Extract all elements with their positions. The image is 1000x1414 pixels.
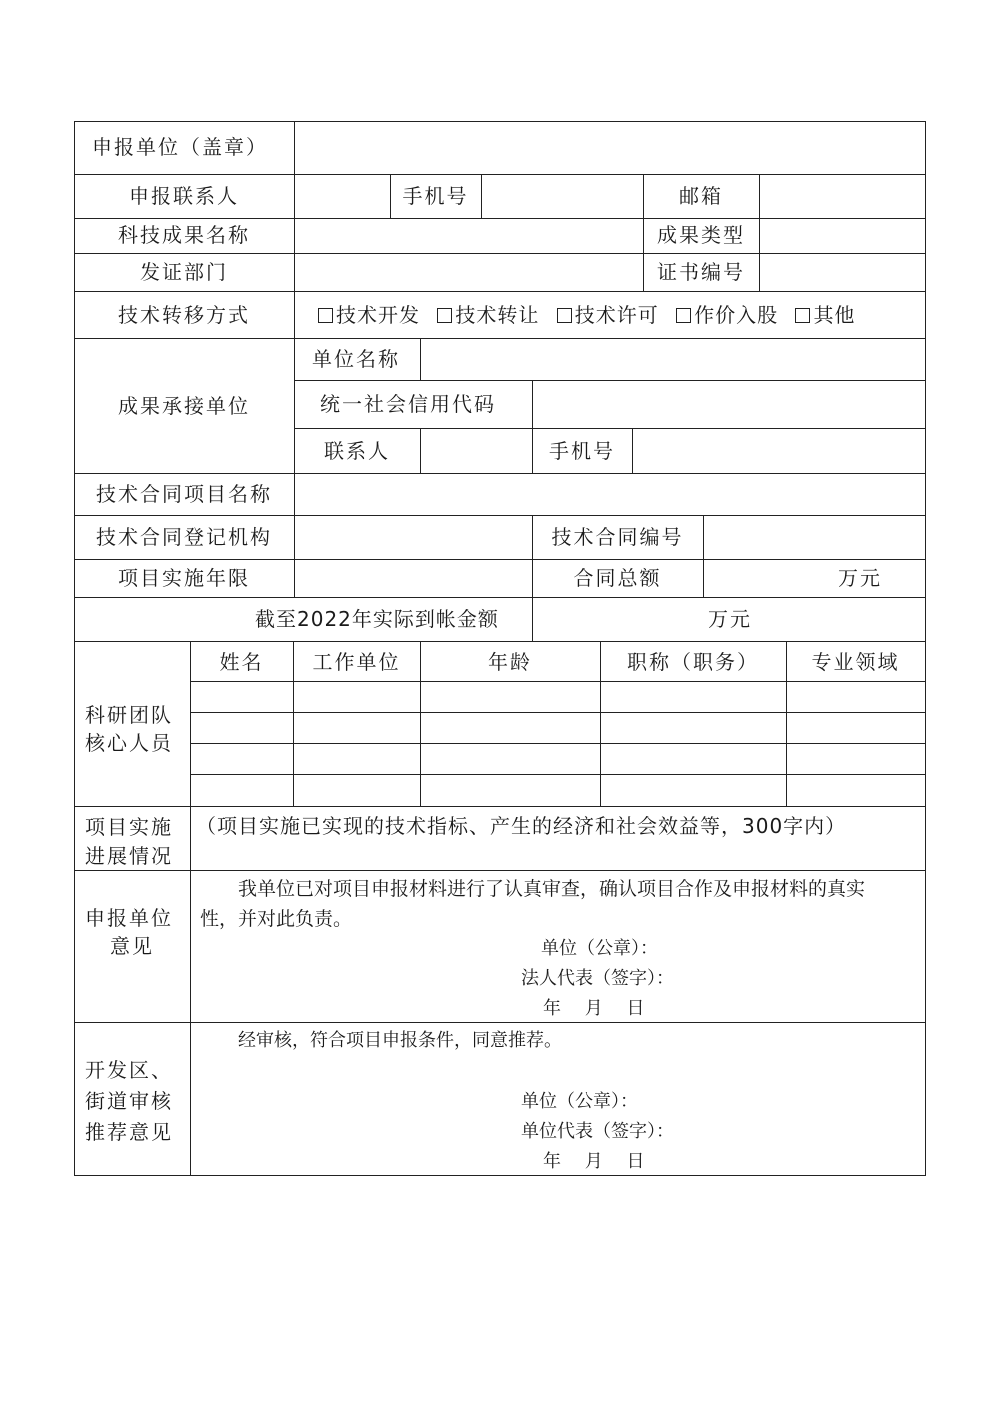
team-header-workplace: 工作单位 [312, 650, 401, 674]
wan-yuan-unit: 万元 [708, 607, 752, 631]
transfer-option-list [318, 303, 855, 327]
row-divider [190, 743, 926, 744]
col-divider [420, 428, 421, 474]
contract-registry-label: 技术合同登记机构 [96, 525, 272, 549]
opinion-label-line1: 申报单位 [85, 906, 173, 930]
row-divider [190, 712, 926, 713]
team-label-line2: 核心人员 [85, 731, 173, 755]
opinion-date-line: 年 月 日 [543, 998, 645, 1019]
duration-label: 项目实施年限 [118, 566, 250, 590]
opinion-label-line2: 意见 [110, 934, 154, 958]
review-label-line1: 开发区、 [85, 1058, 173, 1082]
transfer-option-equity[interactable]: 作价入股 [676, 303, 778, 327]
col-divider [481, 174, 482, 219]
col-divider [532, 380, 533, 429]
progress-label-line2: 进展情况 [85, 844, 173, 868]
wan-yuan-unit: 万元 [838, 566, 882, 590]
review-text: 经审核，符合项目申报条件，同意推荐。 [238, 1030, 562, 1051]
contract-project-label: 技术合同项目名称 [96, 482, 272, 506]
checkbox[interactable] [437, 308, 452, 323]
row-divider [294, 428, 926, 429]
row-divider [74, 291, 926, 292]
credit-code-label: 统一社会信用代码 [320, 392, 496, 416]
transfer-option-transfer[interactable]: 技术转让 [437, 303, 539, 327]
receiver-mobile-label: 手机号 [549, 439, 615, 463]
opinion-seal-line: 单位（公章）： [541, 938, 658, 959]
achievement-type-label: 成果类型 [657, 223, 745, 247]
applicant-unit-label: 申报单位（盖章） [92, 135, 268, 159]
contract-total-label: 合同总额 [573, 566, 662, 590]
issuing-dept-label: 发证部门 [140, 260, 228, 284]
team-header-field: 专业领域 [811, 650, 900, 674]
row-divider [74, 218, 926, 219]
transfer-mode-label: 技术转移方式 [118, 303, 250, 327]
table-border-bottom [74, 1175, 926, 1176]
row-divider [74, 870, 926, 871]
checkbox[interactable] [676, 308, 691, 323]
row-divider [74, 338, 926, 339]
email-label: 邮箱 [679, 184, 723, 208]
transfer-option-other[interactable]: 其他 [795, 303, 855, 327]
review-seal-line: 单位（公章）： [521, 1091, 638, 1112]
row-divider [74, 559, 926, 560]
review-label-line2: 街道审核 [85, 1089, 173, 1113]
col-divider [190, 641, 191, 1175]
row-divider [190, 774, 926, 775]
team-header-name: 姓名 [219, 650, 264, 674]
receiver-contact-label: 联系人 [324, 439, 390, 463]
review-date-line: 年 月 日 [543, 1151, 645, 1172]
opinion-text-line1: 我单位已对项目申报材料进行了认真审查，确认项目合作及申报材料的真实 [238, 878, 866, 900]
transfer-option-license[interactable]: 技术许可 [557, 303, 659, 327]
progress-hint: （项目实施已实现的技术指标、产生的经济和社会效益等，300字内） [196, 814, 847, 838]
certificate-no-label: 证书编号 [657, 260, 745, 284]
row-divider [74, 806, 926, 807]
review-label-line3: 推荐意见 [85, 1120, 173, 1144]
col-divider [294, 121, 295, 598]
checkbox[interactable] [557, 308, 572, 323]
team-header-age: 年龄 [488, 650, 532, 674]
table-border-top [74, 121, 926, 122]
col-divider [632, 428, 633, 474]
checkbox[interactable] [318, 308, 333, 323]
progress-label-line1: 项目实施 [85, 815, 173, 839]
team-label-line1: 科研团队 [85, 703, 173, 727]
row-divider [74, 1022, 926, 1023]
row-divider [74, 515, 926, 516]
review-rep-line: 单位代表（签字）： [521, 1121, 674, 1142]
transfer-option-dev[interactable]: 技术开发 [318, 303, 420, 327]
opinion-legal-line: 法人代表（签字）： [521, 968, 674, 989]
row-divider [190, 681, 926, 682]
row-divider [294, 380, 926, 381]
col-divider [703, 515, 704, 598]
team-header-title: 职称（职务） [627, 650, 759, 674]
table-border-right [925, 121, 926, 1176]
receiver-label: 成果承接单位 [118, 394, 250, 418]
contact-label: 申报联系人 [129, 184, 239, 208]
contract-no-label: 技术合同编号 [551, 525, 684, 549]
achievement-name-label: 科技成果名称 [118, 223, 250, 247]
row-divider [74, 174, 926, 175]
row-divider [74, 597, 926, 598]
row-divider [74, 253, 926, 254]
received-amount-label: 截至2022年实际到帐金额 [255, 607, 499, 631]
row-divider [74, 473, 926, 474]
opinion-text-line2: 性，并对此负责。 [200, 908, 353, 930]
checkbox[interactable] [795, 308, 810, 323]
col-divider [420, 338, 421, 381]
receiver-name-label: 单位名称 [312, 347, 400, 371]
col-divider [759, 174, 760, 292]
row-divider [74, 641, 926, 642]
mobile-label: 手机号 [402, 184, 469, 208]
